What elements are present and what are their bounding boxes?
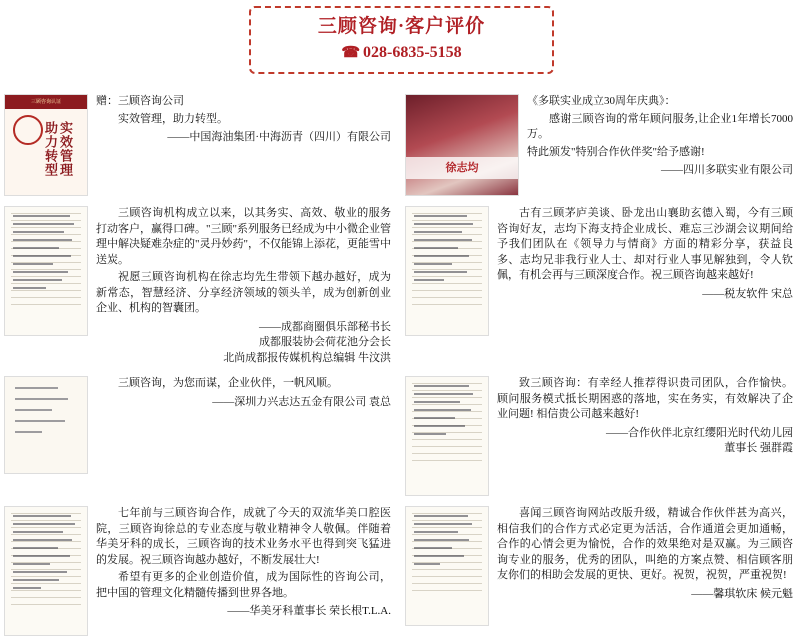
thank-you-letter-photo (405, 376, 489, 496)
testimonial-entry-4 (401, 206, 803, 366)
testimonial-entry-2 (401, 94, 803, 196)
testimonial-entry-3 (0, 206, 401, 366)
certificate-plaque-photo: 三顾咨询认证 实效管理 助力转型 (4, 94, 88, 196)
testimonial-row (0, 94, 803, 196)
testimonial-row (0, 206, 803, 366)
handwritten-note-photo (4, 376, 88, 474)
testimonial-row (0, 506, 803, 636)
page-header (249, 6, 554, 74)
testimonial-entry-1 (0, 94, 401, 196)
contact-phone (261, 42, 542, 64)
handwritten-letter-photo (4, 206, 88, 336)
signed-letter-photo (4, 506, 88, 636)
page-title: 三顾咨询·客户评价 (317, 16, 486, 37)
testimonial-text: 《多联实业成立30周年庆典》： 感谢三顾咨询的常年顾问服务,让企业1年增长7000万。 特此颁发"特别合作伙伴奖"给予感谢! ——四川多联实业有限公司 (519, 94, 797, 196)
testimonial-entry-8 (401, 506, 803, 636)
calligraphy-letter-photo (405, 206, 489, 336)
testimonial-signature: ——四川多联实业有限公司 (661, 164, 793, 176)
phone-number: 028-6835-5158 (363, 44, 462, 61)
testimonial-signature: ——成都商圈俱乐部秘书长 成都服装协会荷花池分会长 北尚成都报传媒机构总编辑 牛汶洪 (223, 320, 391, 364)
testimonial-signature: ——中国海油集团·中海沥青（四川）有限公司 (167, 131, 391, 143)
testimonial-entry-7 (0, 506, 401, 636)
testimonial-text: 七年前与三顾咨询合作，成就了今天的双流华美口腔医院，三顾咨询徐总的专业态度与敬业精神令人敬佩。伴随着华美牙科的成长，三顾咨询的技术业务水平也得到突飞猛进的发展。祝三顾咨询越办越好，不断发展壮大! 希望有更多的企业创造价值，成为国际性的咨询公司，把中国的管理文化精髓传播到世界各地。 ——华美牙科董事长 荣长根T.L.A. (88, 506, 395, 636)
testimonial-row (0, 376, 803, 496)
testimonial-text: 三顾咨询机构成立以来，以其务实、高效、敬业的服务打动客户，赢得口碑。"三顾"系列服务已经成为中小微企业管理中解决疑难杂症的"灵丹妙药"，不仅能锦上添花，更能雪中送炭。 祝愿三顾咨询机构在徐志均先生带领下越办越好，成为新常态，智慧经济、分享经济领域的领头羊，成为创新创业企业、机构的智囊团。 ——成都商圈俱乐部秘书长 成都服装协会荷花池分会长 北尚成都报传媒机构总编辑 牛汶洪 (88, 206, 395, 366)
testimonial-signature: ——华美牙科董事长 荣长根T.L.A. (227, 605, 391, 617)
award-ceremony-photo: 徐志均 (405, 94, 519, 196)
testimonial-signature: ——馨琪软床 候元魁 (691, 587, 793, 600)
testimonials-page (0, 6, 803, 617)
testimonials-grid (0, 94, 803, 636)
testimonial-text: 喜闻三顾咨询网站改版升级，精诚合作伙伴甚为高兴，相信我们的合作方式必定更为活活，合作通道会更加通畅，合作的心情会更为愉悦，合作的效果绝对是双赢。为三顾咨询专业的服务，优秀的团队，叫绝的方案点赞、相信顾客朋友你们的相助会发展的更快、更好。祝贺，祝贺，严重祝贺! ——馨琪软床 候元魁 (489, 506, 797, 636)
testimonial-signature: ——税友软件 宋总 (702, 287, 793, 300)
testimonial-signature: ——深圳力兴志达五金有限公司 袁总 (212, 395, 391, 408)
testimonial-text: 赠：三顾咨询公司 实效管理，助力转型。 ——中国海油集团·中海沥青（四川）有限公司 (88, 94, 395, 196)
testimonial-entry-6 (401, 376, 803, 496)
testimonial-text: 三顾咨询，为您而谋，企业伙伴，一帆风顺。 ——深圳力兴志达五金有限公司 袁总 (88, 376, 395, 496)
testimonial-entry-5 (0, 376, 401, 496)
testimonial-signature: ——合作伙伴北京红缨阳光时代幼儿园 董事长 强群霞 (606, 426, 793, 454)
testimonial-text: 古有三顾茅庐美谈、卧龙出山襄助玄德入蜀，今有三顾咨询好友，志均下海支持企业成长、难忘三沙湖会议期间给予我们团队在《领导力与情商》方面的精彩分享，获益良多、志均兄非我行业人士、却对行业人事见解独到，令人钦佩，有机会再与三顾深度合作。祝三顾咨询越来越好! ——税友软件 宋总 (489, 206, 797, 366)
testimonial-text: 致三顾咨询：有幸经人推荐得识贵司团队，合作愉快。顾问服务模式抵长期困惑的落地，实在务实，有效解决了企业问题! 相信贵公司越来越好! ——合作伙伴北京红缨阳光时代幼儿园 董事长 强群霞 (489, 376, 797, 496)
phone-icon: ☎ (341, 45, 361, 61)
congratulation-letter-photo (405, 506, 489, 626)
